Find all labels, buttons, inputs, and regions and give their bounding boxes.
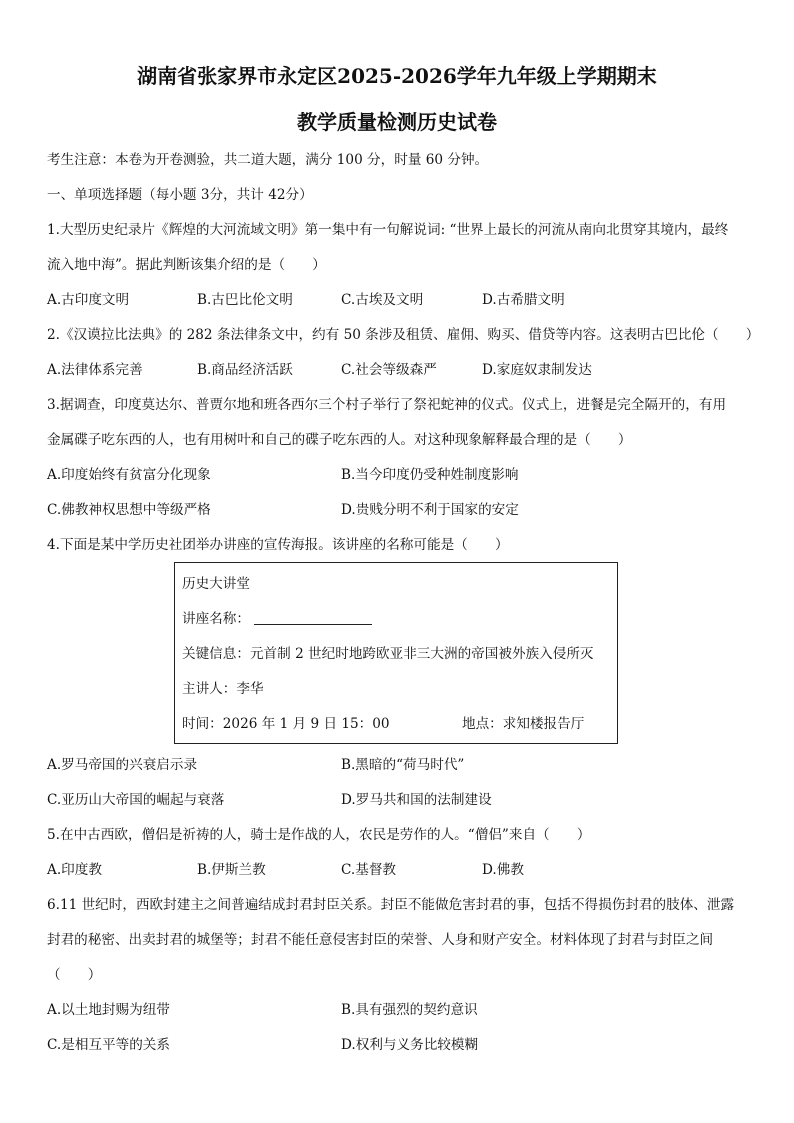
poster-key-info: 关键信息：元首制 2 世纪时地跨欧亚非三大洲的帝国被外族入侵所灭 (182, 646, 594, 662)
lecture-poster (174, 562, 618, 744)
question-6-line-1: 6.11 世纪时，西欧封建主之间普遍结成封君封臣关系。封臣不能做危害封君的事，包括不得损伤封君的肢体、泄露 (47, 897, 735, 913)
question-6-option-b: B.具有强烈的契约意识 (341, 1002, 478, 1018)
question-1-line-1: 1.大型历史纪录片《辉煌的大河流域文明》第一集中有一句解说词: “世界上最长的河流从南向北贯穿其境内，最终 (47, 222, 729, 238)
question-5-option-b: B.伊斯兰教 (197, 862, 266, 878)
question-1-line-2: 流入地中海”。据此判断该集介绍的是（ ） (47, 257, 326, 273)
question-6-line-3: （ ） (47, 967, 102, 983)
question-4-line-1: 4.下面是某中学历史社团举办讲座的宣传海报。该讲座的名称可能是（ ） (47, 537, 509, 553)
question-6-option-c: C.是相互平等的关系 (47, 1037, 170, 1053)
poster-time: 时间：2026 年 1 月 9 日 15：00 (182, 716, 390, 732)
question-2-line-1: 2.《汉谟拉比法典》的 282 条法律条文中，约有 50 条涉及租赁、雇佣、购买、借贷等内容。这表明古巴比伦（ ） (47, 327, 760, 343)
question-3-line-1: 3.据调查，印度莫达尔、普贾尔地和班各西尔三个村子举行了祭祀蛇神的仪式。仪式上，进餐是完全隔开的，有用 (47, 397, 727, 413)
question-4-option-a: A.罗马帝国的兴衰启示录 (47, 757, 198, 773)
question-3-option-d: D.贵贱分明不利于国家的安定 (341, 502, 519, 518)
question-6-option-d: D.权利与义务比较模糊 (341, 1037, 479, 1053)
poster-name-blank (254, 612, 372, 625)
section-heading: 一、单项选择题（每小题 3分，共计 42分） (47, 187, 313, 203)
question-3-line-2: 金属碟子吃东西的人，也有用树叶和自己的碟子吃东西的人。对这种现象解释最合理的是（ ） (47, 432, 632, 448)
question-2-option-d: D.家庭奴隶制发达 (482, 362, 592, 378)
question-4-option-b: B.黑暗的“荷马时代” (341, 757, 465, 773)
question-3-option-b: B.当今印度仍受种姓制度影响 (341, 467, 519, 483)
question-3-option-a: A.印度始终有贫富分化现象 (47, 467, 211, 483)
question-2-option-a: A.法律体系完善 (47, 362, 143, 378)
question-6-line-2: 封君的秘密、出卖封君的城堡等；封君不能任意侵害封臣的荣誉、人身和财产安全。材料体现了封君与封臣之间 (47, 932, 714, 948)
exam-title-line1: 湖南省张家界市永定区2025-2026学年九年级上学期期末 (137, 64, 657, 88)
question-4-option-c: C.亚历山大帝国的崛起与衰落 (47, 792, 225, 808)
question-5-option-c: C.基督教 (341, 862, 397, 878)
exam-title-line2: 教学质量检测历史试卷 (297, 110, 497, 134)
question-2-option-c: C.社会等级森严 (341, 362, 437, 378)
question-2-option-b: B.商品经济活跃 (197, 362, 293, 378)
poster-heading: 历史大讲堂 (182, 576, 250, 592)
question-4-option-d: D.罗马共和国的法制建设 (341, 792, 492, 808)
poster-speaker: 主讲人：李华 (182, 681, 264, 697)
question-6-option-a: A.以土地封赐为纽带 (47, 1002, 170, 1018)
question-1-option-b: B.古巴比伦文明 (197, 292, 293, 308)
question-5-option-a: A.印度教 (47, 862, 102, 878)
exam-notice: 考生注意：本卷为开卷测验，共二道大题，满分 100 分，时量 60 分钟。 (47, 152, 489, 168)
question-5-option-d: D.佛教 (482, 862, 524, 878)
question-3-option-c: C.佛教神权思想中等级严格 (47, 502, 211, 518)
poster-name-label: 讲座名称： (182, 611, 250, 627)
question-5-line-1: 5.在中古西欧，僧侣是祈祷的人，骑士是作战的人，农民是劳作的人。“僧侣”来自（ ） (47, 827, 591, 843)
question-1-option-c: C.古埃及文明 (341, 292, 424, 308)
poster-name-row (182, 610, 372, 628)
poster-place: 地点：求知楼报告厅 (462, 716, 585, 732)
question-1-option-d: D.古希腊文明 (482, 292, 565, 308)
question-1-option-a: A.古印度文明 (47, 292, 130, 308)
